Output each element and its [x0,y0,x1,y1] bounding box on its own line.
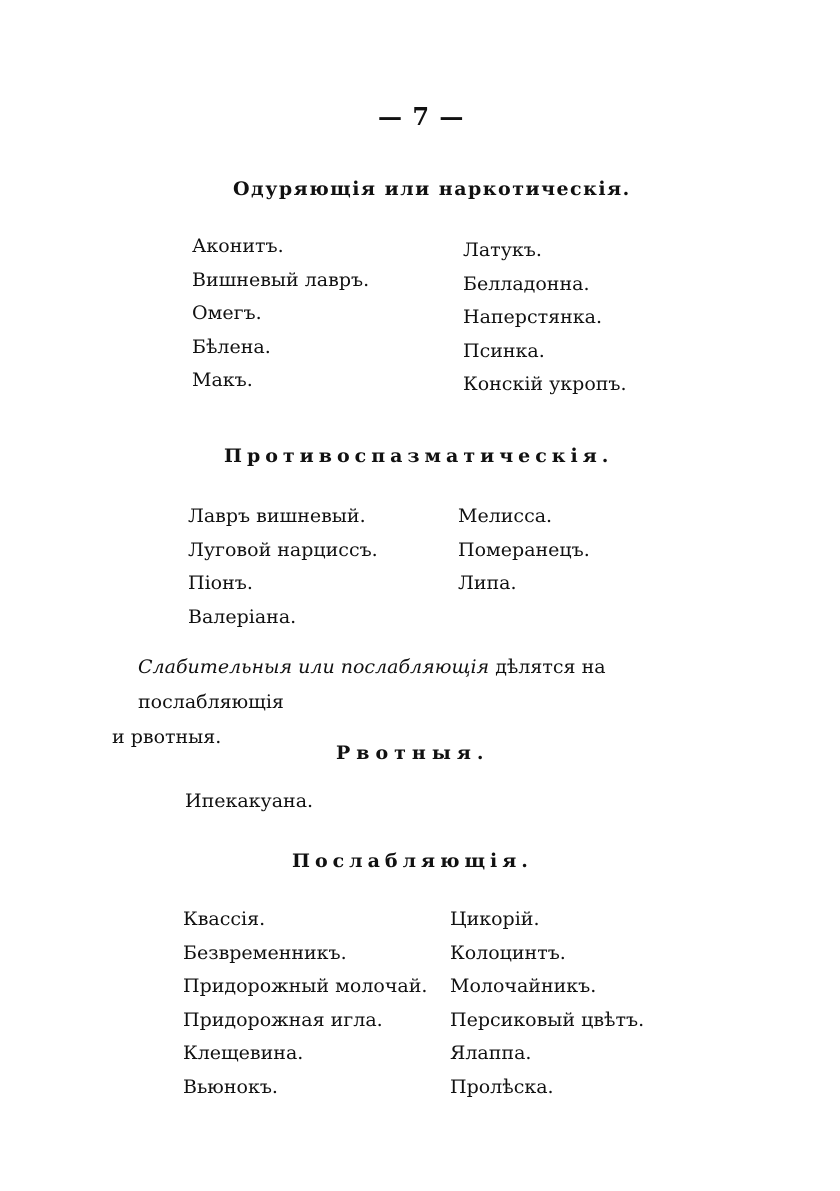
list-item: Луговой нарциссъ. [188,538,378,561]
list-item: Ялаппа. [450,1042,532,1064]
list-item: Квассія. [183,908,266,930]
section-heading-antispasmodic: Противоспазматическія. [224,445,614,467]
section-heading-emetic: Рвотныя. [336,742,490,764]
list-item: Померанецъ. [458,538,590,561]
list-antispasmodic-right [458,500,590,601]
list-item: Мелисса. [458,505,553,527]
list-item: Колоцинтъ. [450,941,566,964]
list-item: Наперстянка. [463,306,603,328]
list-item: Вьюнокъ. [183,1075,278,1098]
list-item: Персиковый цвѣтъ. [450,1008,645,1031]
list-narcotic-right [463,234,627,402]
list-item: Лавръ вишневый. [188,505,366,527]
paragraph-rest: дѣлятся на послабляющія [138,656,606,713]
list-item: Макъ. [192,369,253,391]
list-item: Придорожный молочай. [183,975,428,997]
list-item: Вишневый лавръ. [192,268,370,291]
list-laxative-left [183,903,427,1104]
list-emetic [185,785,313,819]
list-item: Цикорій. [450,908,540,930]
section-heading-narcotic: Одуряющія или наркотическія. [233,178,631,200]
list-antispasmodic-left [188,500,378,634]
list-item: Липа. [458,572,517,594]
list-item: Белладонна. [463,272,590,295]
list-item: Клещевина. [183,1042,304,1064]
page-number: — 7 — [378,102,465,131]
list-laxative-right [450,903,644,1104]
list-item: Ипекакуана. [185,790,314,812]
list-item: Конскій укропъ. [463,373,627,395]
paragraph-line-2: и рвотныя. [112,726,222,748]
list-item: Безвременникъ. [183,941,347,964]
list-narcotic-left [192,230,369,398]
paragraph-line-1 [112,650,712,720]
paragraph-italic: Слабительныя или послабляющія [138,656,490,678]
list-item: Псинка. [463,339,545,362]
list-item: Латукъ. [463,239,542,261]
list-item: Омегъ. [192,302,262,324]
section-heading-laxative: Послабляющія. [292,850,533,872]
list-item: Молочайникъ. [450,975,597,997]
list-item: Аконитъ. [192,235,284,257]
list-item: Валеріана. [188,605,297,628]
list-item: Придорожная игла. [183,1008,383,1031]
body-paragraph [112,650,712,755]
list-item: Пролѣска. [450,1075,554,1098]
list-item: Бѣлена. [192,335,271,358]
list-item: Піонъ. [188,572,253,594]
